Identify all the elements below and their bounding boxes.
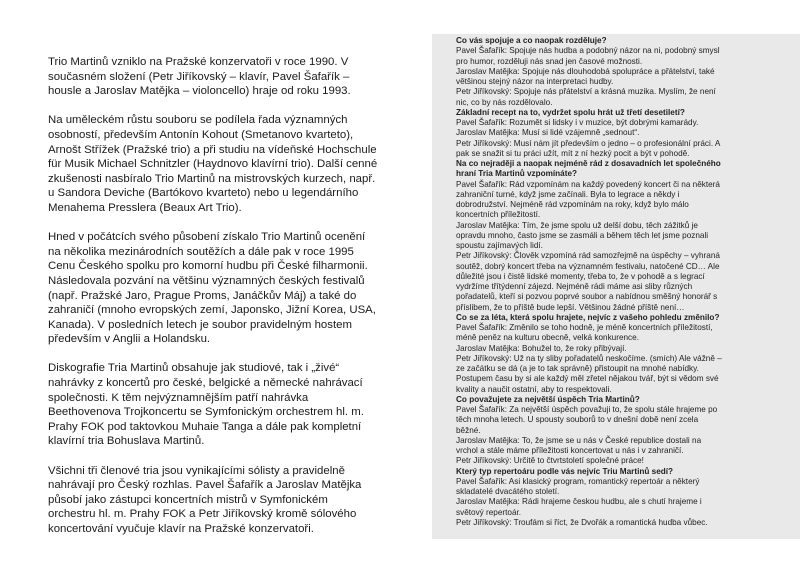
paragraph-discography: Diskografie Tria Martinů obsahuje jak studiové, tak i „živé“ nahrávky z koncertů pro české, belgické a německé nahrávací společnosti. K těm nejvýznamnějším patří nahrávka Beethovenova Trojkoncertu se Symfonickým orchestrem hl. m. Prahy FOK pod taktovkou Muhaie Tanga a dále pak kompletní klavírní tria Bohuslava Martinů. [48,362,364,448]
interview-question: Co se za léta, která spolu hrajete, nejvíc z vašeho pohledu změnilo? [456,312,720,322]
interview-answer-line: pak se snažit si tu práci užít, mít z ní hezký pocit a být v pohodě. [456,148,690,158]
interview-sidebar [432,34,800,539]
interview-answer-line: Petr Jiříkovský: Spojuje nás přátelství a krásná muzika. Myslím, že není [456,87,716,97]
interview-answer-line: Postupem času by si ale každý měl zřetel nějakou tvář, být si vědom své [456,374,719,384]
interview-answer-line: soutěž, dobrý koncert třeba na významném festivalu, natočené CD… Ale [456,261,720,271]
paragraph-mentors: Na uměleckém růstu souboru se podílela řada významných osobností, především Antonín Kohout (Smetanovo kvarteto), Arnošt Střížek (Pražské trio) a při studiu na vídeňské Hochschule für Musik Michael Schnitzler (Haydnovo klavírní trio). Další cenné zkušenosti nasbíralo Trio Martinů na mistrovských kurzech, např. u Sandora Deviche (Bartókovo kvarteto) nebo u legendárního Menahema Presslera (Beaux Art Trio). [48,114,378,214]
interview-answer-line: Pavel Šafařík: Spojuje nás hudba a podobný názor na ni, podobný smysl [456,46,720,56]
interview-answer-line: opravdu mnoho, často jsme se zasmáli a během těch let jsme poznali [456,230,709,240]
main-text-column [48,55,378,551]
interview-text [456,36,768,528]
interview-answer-line: Jaroslav Matějka: Rádi hrajeme českou hudbu, ale s chutí hrajeme i [456,497,702,507]
interview-answer-line: pro humor, rozděluji nás snad jen časové možnosti. [456,56,643,66]
interview-answer-line: většinou stejný názor na interpretaci hudby. [456,77,614,86]
interview-answer-line: příslibem, že to příště bude lepší. Většinou žádné příště není… [456,302,685,312]
interview-question: Co považujete za největší úspěch Tria Martinů? [456,394,640,404]
interview-question: hraní Tria Martinů vzpomínáte? [456,169,578,179]
interview-answer-line: Jaroslav Matějka: Spojuje nás dlouhodobá spolupráce a přátelství, také [456,66,715,76]
interview-answer-line: Pavel Šafařík: Asi klasický program, romantický repertoár a některý [456,476,700,486]
interview-question: Který typ repertoáru podle vás nejvíc Triu Martinů sedí? [456,466,674,476]
interview-answer-line: nic, co by nás rozdělovalo. [456,97,553,107]
interview-answer-line: Petr Jiříkovský: Musí nám jít především o jedno – o profesionální práci. A [456,138,721,148]
interview-answer-line: méně peněz na kulturu obecně, velká konkurence. [456,333,639,343]
paragraph-members: Všichni tři členové tria jsou vynikajícími sólisty a pravidelně nahrávají pro Český rozhlas. Pavel Šafařík a Jaroslav Matějka působí jako zástupci koncertních mistrů v Symfonickém orchestru hl. m. Prahy FOK a Petr Jiříkovský kromě sólového koncertování vyučuje klavír na Pražské konzervatoři. [48,464,362,535]
interview-answer-line: Pavel Šafařík: Rád vzpomínám na každý povedený koncert či na některá [456,179,720,189]
interview-answer-line: Pavel Šafařík: Změnilo se toho hodně, je méně koncertních příležitostí, [456,323,713,332]
interview-answer-line: těch mnoha letech. U spousty souborů to v dnešní době není zcela [456,415,699,425]
interview-answer-line: spoustu zajímavých lidí. [456,241,543,250]
interview-answer-line: skladatelé dvacátého století. [456,487,560,496]
interview-answer-line: kvality a naučit ostatní, aby to respektovali. [456,384,612,394]
interview-answer-line: Jaroslav Matějka: Musí si lidé vzájemně „sednout“. [456,128,640,138]
interview-answer-line: ze začátku se dá (a je to tak správně) přistoupit na mnohé nabídky. [456,364,699,373]
interview-answer-line: Petr Jiříkovský: Už na ty sliby pořadatelů neskočíme. (smích) Ale vážně – [456,353,722,363]
interview-answer-line: běžné. [456,425,481,435]
interview-answer-line: Jaroslav Matějka: Bohužel to, že roky přibývají. [456,343,627,353]
interview-answer-line: zahraniční turné, když jsme začínali. Byla to legrace a někdy i [456,189,680,199]
interview-answer-line: pořadatelů, kteří si pozvou poprvé soubor a nabídnou směšný honorář s [456,292,718,302]
interview-answer-line: Pavel Šafařík: Za největší úspěch považuji to, že spolu stále hrajeme po [456,405,718,414]
interview-answer-line: vydržíme třítýdenní zájezd. Nejméně rádi máme asi sliby různých [456,282,693,291]
interview-answer-line: koncertních příležitostí. [456,210,541,220]
interview-answer-line: dobrodružství. Nejméně rád vzpomínám na roky, když bylo málo [456,200,689,209]
interview-answer-line: Pavel Šafařík: Rozumět si lidsky i v muzice, být dobrými kamarády. [456,118,699,127]
interview-question: Na co nejraději a naopak nejméně rád z dosavadních let společného [456,159,721,168]
interview-answer-line: Jaroslav Matějka: To, že jsme se u nás v České republice dostali na [456,435,702,445]
interview-answer-line: Petr Jiříkovský: Člověk vzpomíná rád samozřejmě na úspěchy – vyhraná [456,251,720,261]
paragraph-founding: Trio Martinů vzniklo na Pražské konzervatoři v roce 1990. V současném složení (Petr Jiříkovský – klavír, Pavel Šafařík – housle a Jaroslav Matějka – violoncello) hraje od roku 1993. [48,56,351,98]
interview-answer-line: světový repertoár. [456,507,522,517]
interview-answer-line: vrchol a stále máme příležitosti koncertovat u nás i v zahraničí. [456,446,684,455]
interview-answer-line: Jaroslav Matějka: Tím, že jsme spolu už delší dobu, těch zážitků je [456,220,698,230]
paragraph-awards: Hned v počátcích svého působení získalo Trio Martinů ocenění na několika mezinárodních soutěžích a dále pak v roce 1995 Cenu Českého spolku pro komorní hudbu při České filharmonii. Následovala pozvání na většinu významných českých festivalů (např. Pražské Jaro, Prague Proms, Janáčkův Máj) a také do zahraničí (mnoho evropských zemí, Japonsko, Jižní Korea, USA, Kanada). V posledních letech je soubor pravidelným hostem především v Anglii a Holandsku. [48,231,376,346]
interview-answer-line: důležité jsou i čistě lidské momenty, třeba to, že v pohodě a s legrací [456,271,705,281]
interview-question: Základní recept na to, vydržet spolu hrát už třetí desetiletí? [456,107,685,117]
interview-answer-line: Petr Jiříkovský: Troufám si říct, že Dvořák a romantická hudba vůbec. [456,517,708,527]
interview-question: Co vás spojuje a co naopak rozděluje? [456,36,607,45]
interview-answer-line: Petr Jiříkovský: Určitě to čtvrtstoletí společné práce! [456,456,644,466]
